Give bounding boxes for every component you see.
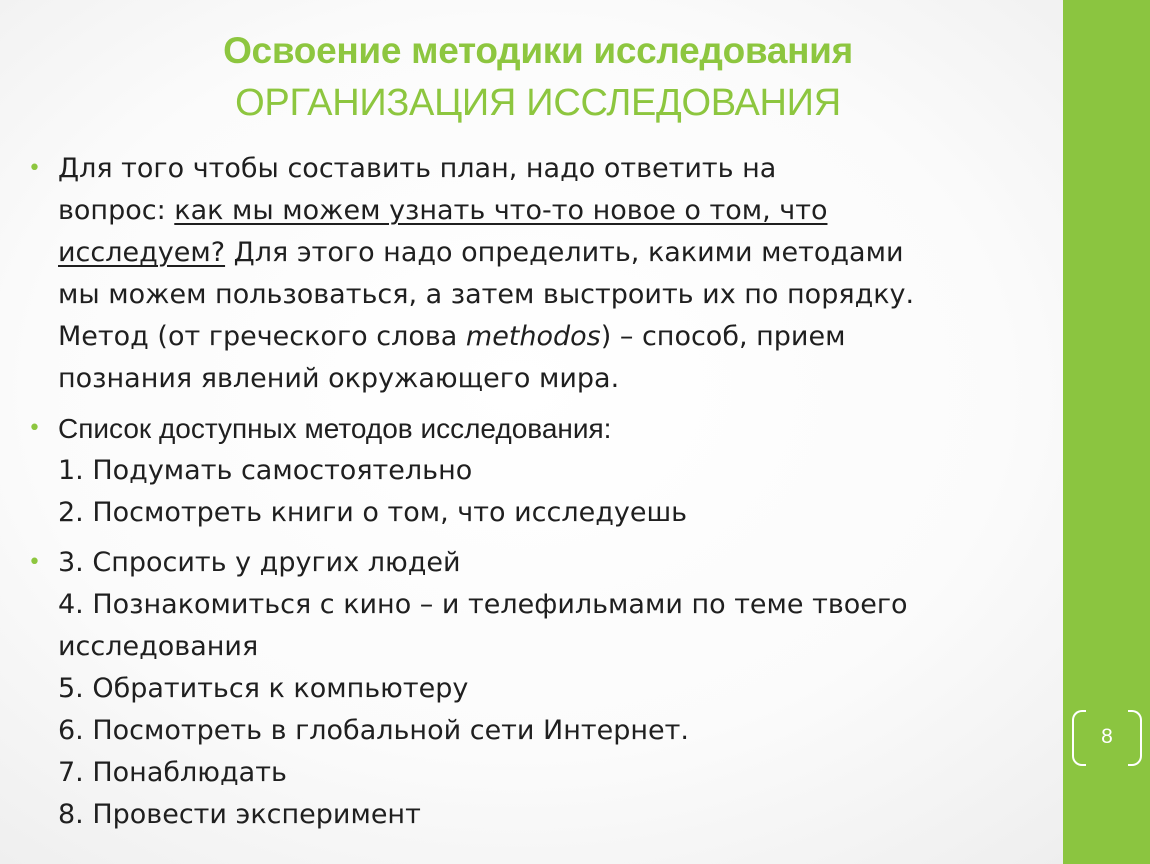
text-line — [58, 232, 1028, 274]
list-item: 7. Понаблюдать — [58, 757, 287, 788]
bullet-icon: • — [28, 550, 41, 575]
list-item: 1. Подумать самостоятельно — [58, 455, 473, 486]
slide-number: 8 — [1101, 725, 1113, 748]
list-item: 4. Познакомиться с кино – и телефильмами по теме твоего — [58, 589, 908, 620]
underlined-question: как мы можем узнать что-то новое о том, что — [174, 195, 828, 226]
list-item: 8. Провести эксперимент — [58, 799, 421, 830]
slide-body — [28, 148, 1028, 836]
list-item-continuation: исследования — [58, 631, 259, 662]
methods-list-heading: Список доступных методов исследования: — [58, 413, 612, 444]
bullet-icon: • — [28, 156, 41, 181]
list-item: 2. Посмотреть книги о том, что исследуешь — [58, 497, 688, 528]
bullet-paragraph-more-methods — [28, 542, 1028, 836]
slide-title: Освоение методики исследования — [223, 30, 853, 71]
text-fragment: вопрос: — [58, 195, 175, 226]
underlined-question-end: исследуем? — [58, 237, 226, 268]
bullet-paragraph-plan — [28, 148, 1028, 400]
text-line: познания явлений окружающего мира. — [58, 363, 620, 394]
text-fragment: Для этого надо определить, какими методами — [225, 237, 904, 268]
list-item: 6. Посмотреть в глобальной сети Интернет. — [58, 715, 689, 746]
slide-subtitle: ОРГАНИЗАЦИЯ ИССЛЕДОВАНИЯ — [235, 82, 841, 124]
list-item: 5. Обратиться к компьютеру — [58, 673, 469, 704]
text-line — [58, 316, 1028, 358]
text-fragment: Метод (от греческого слова — [58, 321, 466, 352]
slide-number-badge — [1070, 708, 1144, 766]
text-line — [58, 190, 1028, 232]
text-line: мы можем пользоваться, а затем выстроить их по порядку. — [58, 279, 915, 310]
bullet-paragraph-methods — [28, 408, 1028, 534]
italic-term: methodos — [465, 321, 601, 352]
list-item: 3. Спросить у других людей — [58, 547, 461, 578]
text-line: Для того чтобы составить план, надо ответить на — [58, 153, 777, 184]
bullet-icon: • — [28, 416, 41, 441]
text-fragment: ) – способ, прием — [600, 321, 846, 352]
